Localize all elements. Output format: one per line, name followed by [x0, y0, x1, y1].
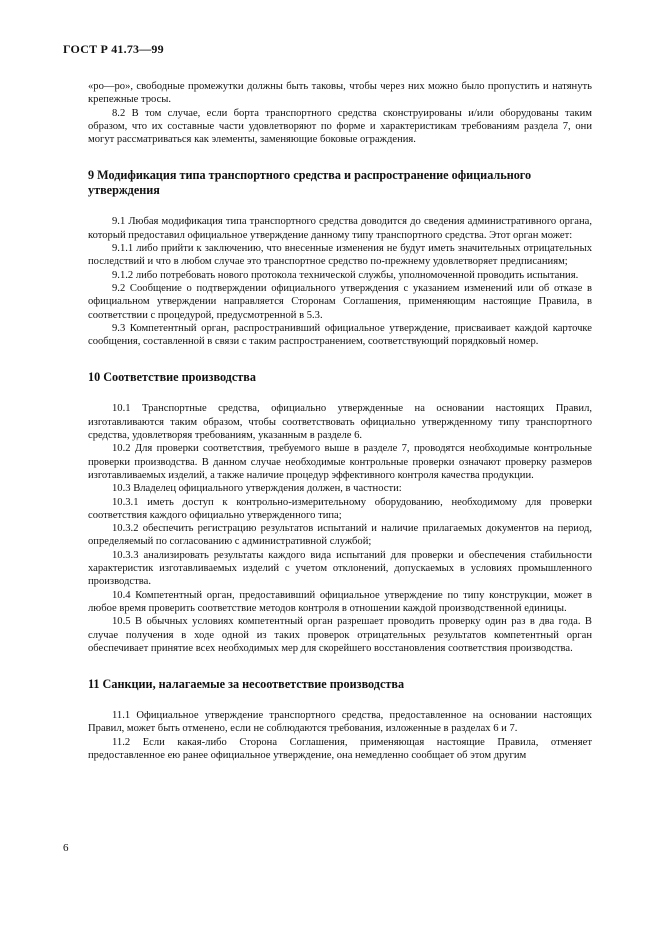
section-9-paragraph: 9.2 Сообщение о подтверждении официального утверждения с указанием изменений или об отказе в официальном утверждении направляется Сторонам Соглашения, применяющим настоящие Правила, в соответствии с процедурой, предусмотренной в 5.3.: [88, 282, 592, 321]
section-9-paragraph: 9.1.1 либо прийти к заключению, что внесенные изменения не будут иметь значительных отрицательных последствий и что в любом случае это транспортное средство по-прежнему удовлетворяет предписаниям;: [88, 243, 592, 268]
section-9-paragraph: 9.3 Компетентный орган, распространивший официальное утверждение, присваивает каждой карточке сообщения, составленной в связи с таким распространением, соответствующий порядковый номер.: [88, 322, 592, 348]
section-title-10: 10 Соответствие производства: [88, 370, 256, 385]
section-10-paragraph: 10.1 Транспортные средства, официально утвержденные на основании настоящих Правил, изготавливаются таким образом, чтобы соответствовать официально утвержденному типу транспортного средства, удовлетворяя требованиям, указанным в разделе 6.: [88, 403, 592, 442]
intro-paragraph: 8.2 В том случае, если борта транспортного средства сконструированы и/или оборудованы таким образом, что их составные части удовлетворяют по форме и характеристикам требованиям раздела 7, они могут рассматриваться как элементы, заменяющие боковые ограждения.: [88, 107, 592, 146]
section-9-paragraph: 9.1 Любая модификация типа транспортного средства доводится до сведения административного органа, который предоставил официальное утверждение данному типу транспортного средства. Этот орган может:: [88, 216, 592, 241]
page-number: 6: [63, 842, 69, 854]
section-9-paragraph: 9.1.2 либо потребовать нового протокола технической службы, уполномоченной проводить испытания.: [112, 269, 579, 281]
section-10-paragraph: 10.3 Владелец официального утверждения должен, в частности:: [112, 483, 402, 495]
section-10-paragraph: 10.3.3 анализировать результаты каждого вида испытаний для проверки и обеспечения стабильности характеристик изготавливаемых изделий с учетом отклонений, допускаемых в условиях промышленного производства.: [88, 549, 592, 588]
section-11-paragraph: 11.1 Официальное утверждение транспортного средства, предоставленное на основании настоящих Правил, может быть отменено, если не соблюдаются требования, изложенные в разделах 6 и 7.: [88, 710, 592, 735]
intro-paragraph: «ро—ро», свободные промежутки должны быть таковы, чтобы через них можно было пропустить и натянуть крепежные тросы.: [88, 81, 592, 106]
section-11-paragraph: 11.2 Если какая-либо Сторона Соглашения, применяющая настоящие Правила, отменяет предоставленное ею ранее официальное утверждение, она немедленно сообщает об этом другим: [88, 736, 592, 761]
section-10-paragraph: 10.5 В обычных условиях компетентный орган разрешает проводить проверку один раз в два года. В случае получения в ходе одной из таких проверок отрицательных результатов компетентный орган обеспечивает принятие всех необходимых мер для скорейшего восстановления соответствия производства.: [88, 616, 592, 654]
section-title-9: 9 Модификация типа транспортного средства и распространение официального утверждения: [88, 168, 532, 198]
page-content: [88, 80, 592, 762]
section-10-paragraph: 10.2 Для проверки соответствия, требуемого выше в разделе 7, проводятся необходимые контрольные проверки производства. В данном случае необходимые контрольные проверки означают проверку размеров изготавливаемых изделий, а также наличие процедур эффективного контроля качества продукции.: [88, 443, 592, 481]
section-10-paragraph: 10.4 Компетентный орган, предоставивший официальное утверждение по типу конструкции, может в любое время проверить соответствие методов контроля в отношении каждой производственной единицы.: [88, 589, 592, 614]
section-title-11: 11 Санкции, налагаемые за несоответствие производства: [88, 677, 405, 692]
section-10-paragraph: 10.3.1 иметь доступ к контрольно-измерительному оборудованию, необходимому для проверки соответствия каждого официально утвержденного типа;: [88, 496, 592, 521]
section-10-paragraph: 10.3.2 обеспечить регистрацию результатов испытаний и наличие прилагаемых документов на период, определяемый по согласованию с административной службой;: [88, 523, 592, 548]
document-header: ГОСТ Р 41.73—99: [63, 42, 164, 56]
